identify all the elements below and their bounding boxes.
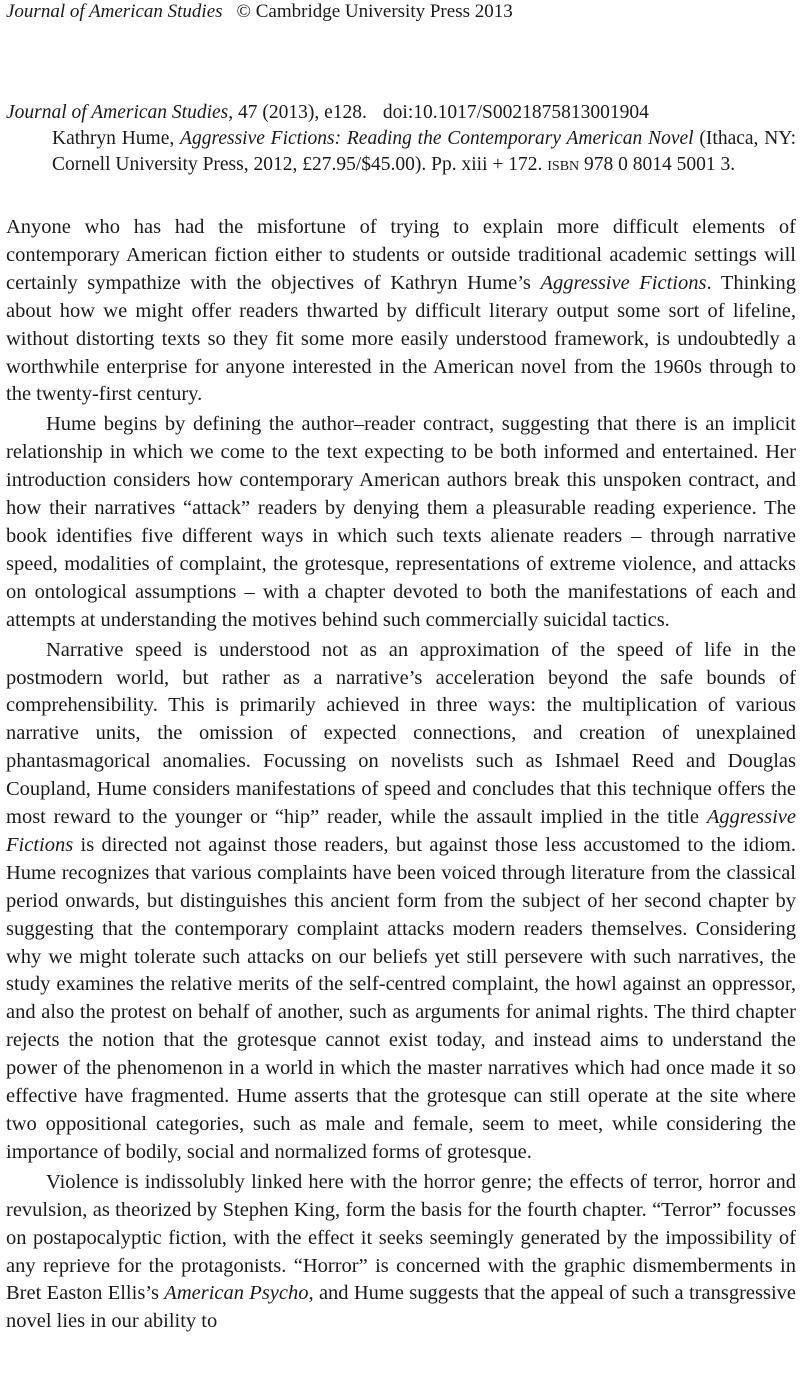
review-paragraph-2: Hume begins by defining the author–reader contract, suggesting that there is an implicit relationship in which we come to the text expecting to be both informed and entertained. Her introduction considers how contemporary American authors break this unspoken contract, and how their narratives “attack” readers by denying them a pleasurable reading experience. The book identifies five different ways in which such texts alienate readers – through narrative speed, modalities of complaint, the grotesque, representations of extreme violence, and attacks on ontological assumptions – with a chapter devoted to both the manifestations of each and attempts at understanding the motives behind such commercially suicidal tactics. [6, 413, 796, 631]
citation-journal: Journal of American Studies [6, 102, 229, 123]
running-head-journal: Journal of American Studies [6, 1, 223, 22]
review-p1-text-a: Anyone who has had the misfortune of trying to explain more difficult elements of contemporary American fiction either to students or outside traditional academic settings will certainly sympathize with the objectives of Kathryn Hume’s [6, 216, 796, 294]
citation-journal-line [6, 100, 796, 126]
citation-block [6, 100, 796, 178]
review-p3-book-title: Aggressive Fictions [6, 806, 796, 856]
review-p3-text-b: is directed not against those readers, but against those less accustomed to the idiom. Hume recognizes that various complaints have been voiced through literature from the classical period onwards, but distinguishes this ancient form from the subject of her second chapter by suggesting that the contemporary complaint attacks modern readers themselves. Considering why we might tolerate such attacks on our beliefs yet still persevere with such narratives, the study examines the relative merits of the self-centred complaint, the howl against an oppressor, and also the protest on behalf of another, such as arguments for animal rights. The third chapter rejects the notion that the grotesque cannot exist today, and instead aims to understand the power of the phenomenon in a world in which the master narratives which had once made it so effective have fragmented. Hume asserts that the grotesque can still operate at the site where two oppositional categories, such as male and female, seem to meet, while considering the importance of bodily, social and normalized forms of grotesque. [6, 833, 796, 1163]
review-p4-text-a: Violence is indissolubly linked here with the horror genre; the effects of terror, horror and revulsion, as theorized by Stephen King, form the basis for the fourth chapter. “Terror” focusses on postapocalyptic fiction, with the effect it seeks seemingly generated by the impossibility of any reprieve for the protagonists. “Horror” is concerned with the graphic dismemberments in Bret Easton Ellis’s [6, 1170, 796, 1305]
review-paragraph-3 [6, 637, 796, 1167]
review-p1-text-b: . Thinking about how we might offer readers thwarted by difficult literary output some sort of lifeline, without distorting texts so they fit some more easily understood framework, is undoubtedly a worthwhile enterprise for anyone interested in the American novel from the 1960s through to the twenty-first century. [6, 271, 797, 406]
review-paragraph-4 [6, 1169, 796, 1336]
citation-book-title: Aggressive Fictions: Reading the Contemporary American Novel [180, 128, 694, 149]
review-p1-book-title: Aggressive Fictions [540, 271, 707, 294]
review-paragraph-1 [6, 214, 796, 409]
running-head [6, 0, 513, 24]
citation-author: Kathryn Hume, [52, 128, 181, 149]
review-p4-text-b: , and Hume suggests that the appeal of such a transgressive novel lies in our ability to [6, 1282, 796, 1333]
running-head-copyright: © Cambridge University Press 2013 [236, 1, 513, 22]
citation-publication: (Ithaca, NY: Cornell University Press, 2012, £27.95/$45.00). Pp. xiii + 172. [52, 128, 797, 175]
citation-isbn-label: isbn [547, 154, 580, 175]
citation-isbn: 978 0 8014 5001 3. [579, 154, 736, 175]
citation-volume: , 47 (2013), e128. [228, 102, 367, 123]
review-body [6, 214, 796, 1338]
review-p3-text-a: Narrative speed is understood not as an approximation of the speed of life in the postmodern world, but rather as a narrative’s acceleration beyond the safe bounds of comprehensibility. This is primarily achieved in three ways: the multiplication of various narrative units, the omission of expected connections, and creation of unexplained phantasmagorical anomalies. Focussing on novelists such as Ishmael Reed and Douglas Coupland, Hume considers manifestations of speed and concludes that this technique offers the most reward to the younger or “hip” reader, while the assault implied in the title [6, 638, 796, 829]
citation-doi: doi:10.1017/S0021875813001904 [382, 102, 649, 123]
review-p4-book-title: American Psycho [164, 1282, 309, 1305]
citation-book-reference [52, 126, 796, 178]
